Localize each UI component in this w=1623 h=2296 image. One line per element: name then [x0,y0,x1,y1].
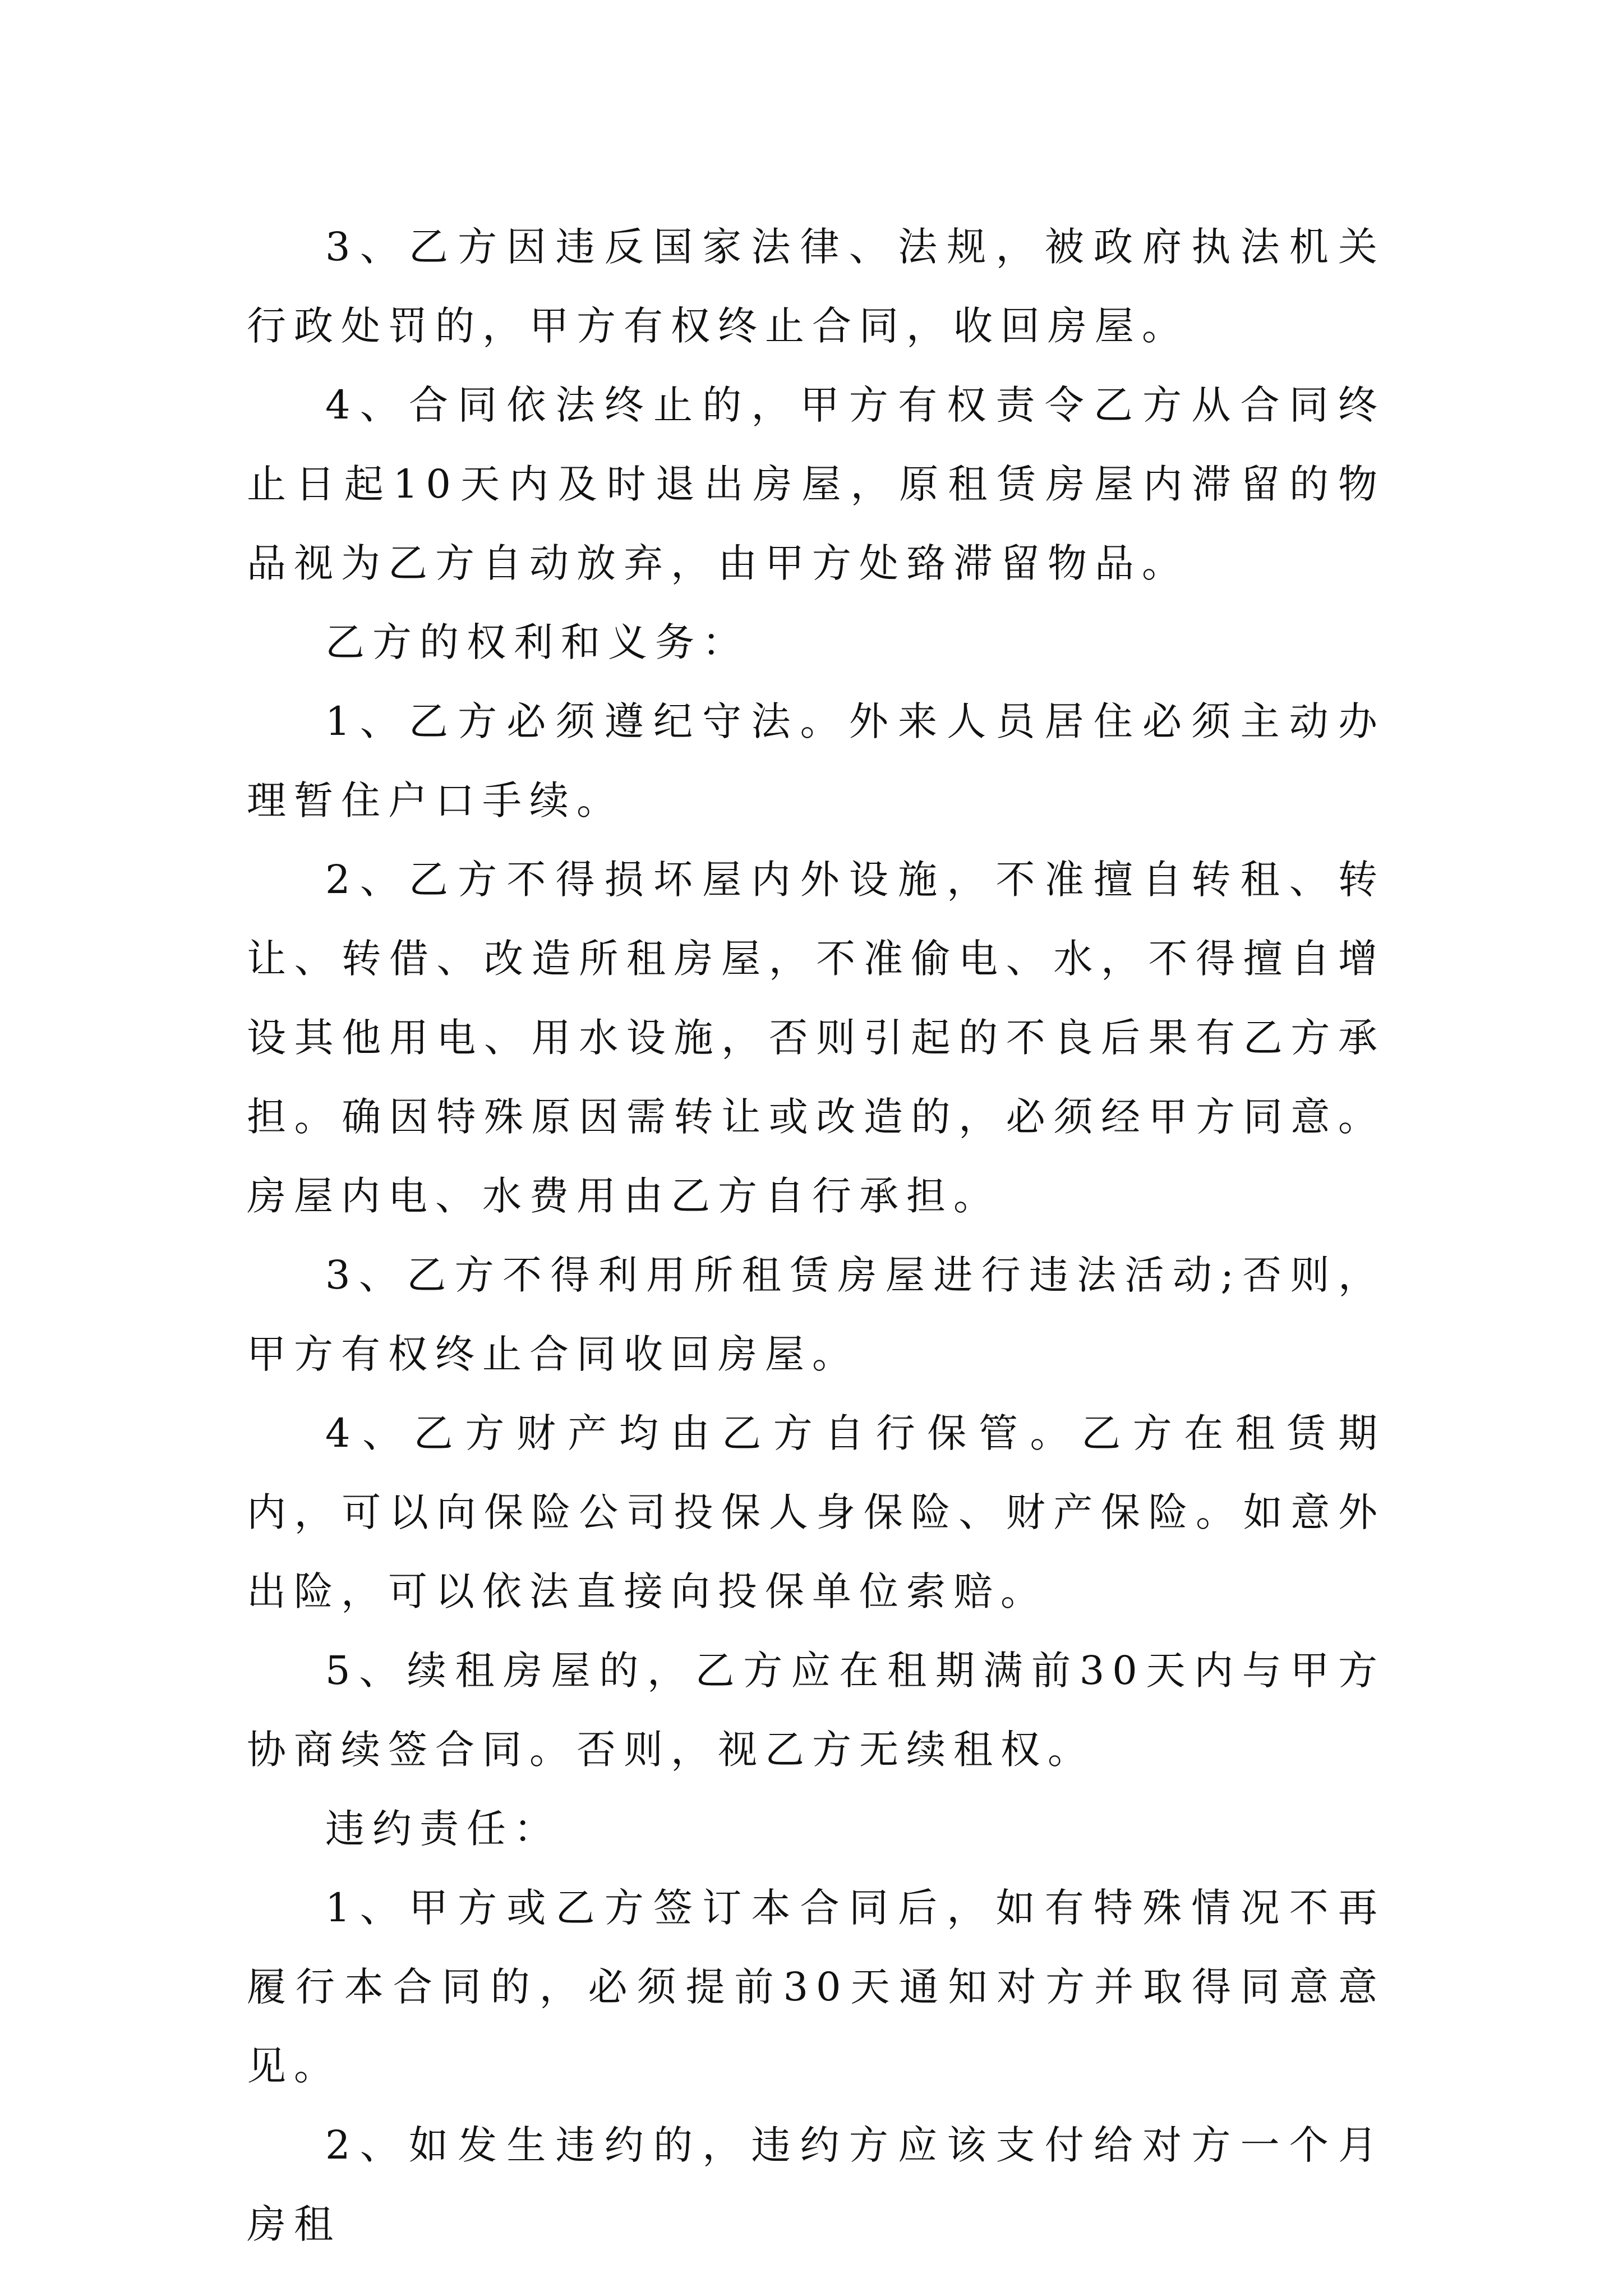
section-heading-breach-liability: 违约责任： [325,1806,561,1852]
paragraph-clause-4-termination: 4、合同依法终止的，甲方有权责令乙方从合同终止日起10天内及时退出房屋，原租赁房屋内滞留的物品视为乙方自动放弃，由甲方处臵滞留物品。 [247,382,1385,586]
paragraph-breach-2: 2、如发生违约的，违约方应该支付给对方一个月房租 [247,2122,1385,2247]
paragraph-party-b-2: 2、乙方不得损坏屋内外设施，不准擅自转租、转让、转借、改造所租房屋，不准偷电、水，不得擅自增设其他用电、用水设施，否则引起的不良后果有乙方承担。确因特殊原因需转让或改造的，必须经甲方同意。房屋内电、水费用由乙方自行承担。 [247,857,1385,1219]
paragraph-clause-3-termination: 3、乙方因违反国家法律、法规，被政府执法机关行政处罚的，甲方有权终止合同，收回房屋。 [247,224,1385,349]
paragraph-party-b-1: 1、乙方必须遵纪守法。外来人员居住必须主动办理暂住户口手续。 [247,698,1385,823]
paragraph-party-b-3: 3、乙方不得利用所租赁房屋进行违法活动;否则，甲方有权终止合同收回房屋。 [247,1252,1385,1377]
section-heading-party-b-rights: 乙方的权利和义务： [325,619,749,665]
paragraph-party-b-5: 5、续租房屋的，乙方应在租期满前30天内与甲方协商续签合同。否则，视乙方无续租权。 [247,1648,1385,1773]
paragraph-breach-1: 1、甲方或乙方签订本合同后，如有特殊情况不再履行本合同的，必须提前30天通知对方并取得同意意见。 [247,1885,1385,2089]
document-body [247,208,1385,2264]
paragraph-party-b-4: 4、乙方财产均由乙方自行保管。乙方在租赁期内，可以向保险公司投保人身保险、财产保险。如意外出险，可以依法直接向投保单位索赔。 [247,1410,1385,1614]
